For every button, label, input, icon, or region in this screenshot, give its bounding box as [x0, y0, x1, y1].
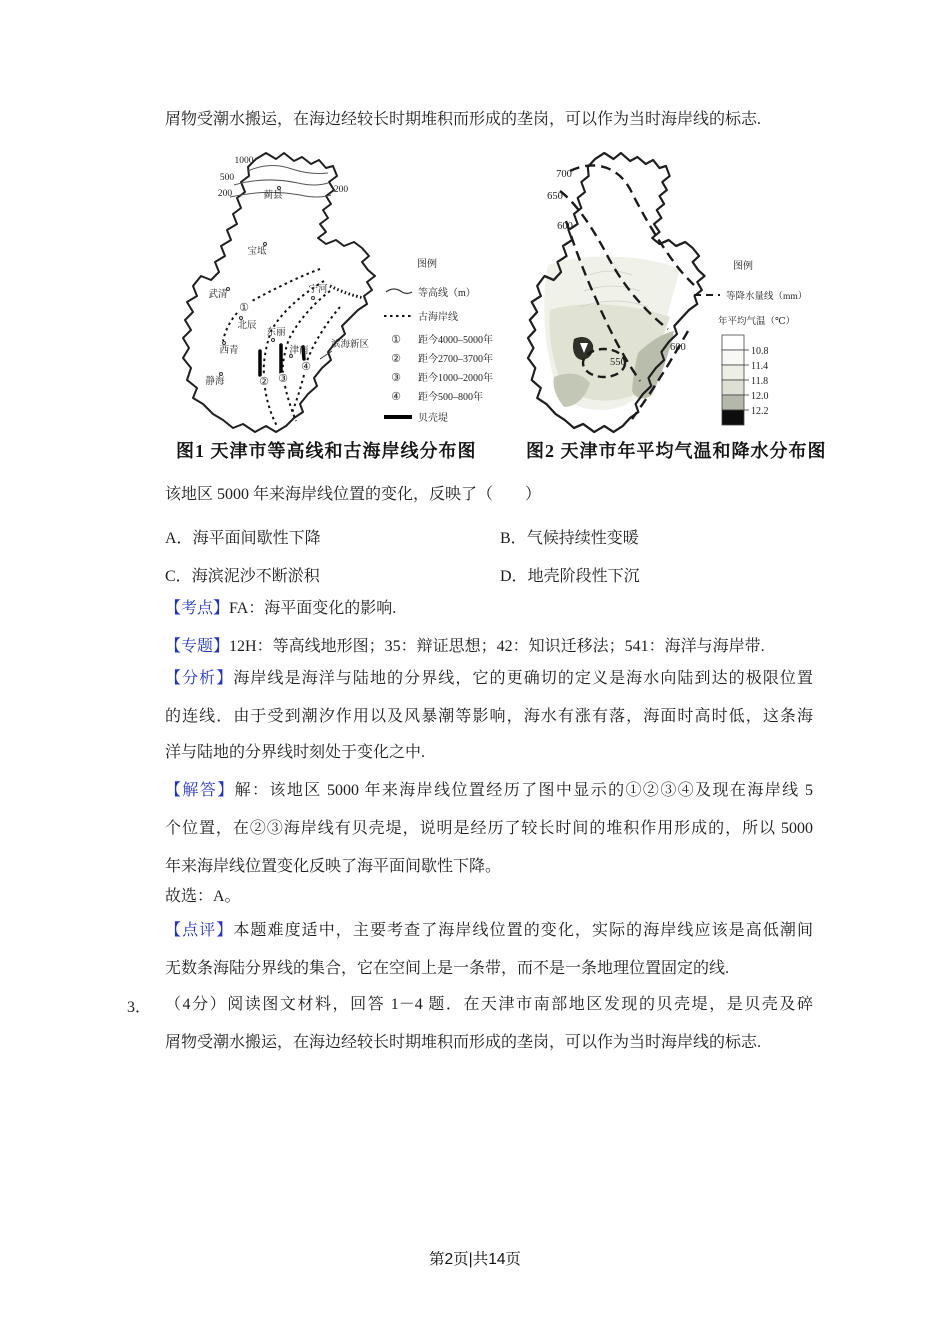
figure2-caption: 图2 天津市年平均气温和降水分布图 [526, 441, 827, 461]
coast-bead-hatch [330, 286, 364, 298]
dianping-tag: 【点评】 [165, 922, 234, 939]
contour-label-200-left: 200 [217, 189, 233, 199]
temperature-scale [722, 335, 749, 425]
temp-scale-10-8: 10.8 [751, 346, 769, 357]
intro-line: 屑物受潮水搬运，在海边经较长时期堆积而形成的垄岗，可以作为当时海岸线的标志. [165, 111, 762, 128]
option-b-text: 气候持续性变暖 [526, 530, 639, 547]
legend1-title: 图例 [417, 259, 437, 270]
place-baodi: 宝坻 [247, 247, 267, 257]
legend2-title: 图例 [733, 261, 753, 272]
option-c-text: 海滨泥沙不断淤积 [191, 568, 320, 585]
page-footer: 第2页|共14页 [429, 1251, 521, 1268]
question3-line-1: （4分）阅读图文材料，回答 1－4 题．在天津市南部地区发现的贝壳堤，是贝壳及碎 [165, 996, 813, 1013]
place-jinghai: 静海 [205, 377, 225, 387]
legend1-num-1: ① [391, 334, 401, 346]
fenxi-text-1: 海岸线是海洋与陆地的分界线，它的更确切的定义是海水向陆到达的极限位置 [233, 670, 813, 687]
marker-2: ② [259, 376, 269, 388]
option-c [165, 563, 320, 586]
legend1-row-4: 距今500–800年 [418, 392, 483, 403]
option-d-text: 地壳阶段性下沉 [527, 568, 640, 585]
jieda-line-1 [165, 780, 813, 801]
legend1-row-1: 距今4000–5000年 [418, 335, 493, 346]
option-d [500, 563, 640, 586]
isohyet-650: 650 [547, 191, 563, 202]
question-stem: 该地区 5000 年来海岸线位置的变化，反映了（ ） [165, 486, 542, 503]
contour-label-1000: 1000 [234, 156, 254, 166]
place-binhai: 滨海新区 [330, 340, 370, 350]
jieda-tag: 【解答】 [165, 782, 235, 799]
marker-1: ① [239, 302, 249, 314]
isohyet-550: 550 [610, 357, 626, 368]
legend1-num-4: ④ [391, 391, 401, 403]
figure1-map [170, 145, 565, 437]
contour-label-500: 500 [219, 173, 235, 183]
jieda-answer-line: 故选：A。 [165, 888, 241, 905]
legend2-temp: 年平均气温（℃） [718, 317, 796, 327]
place-xiqing: 西青 [219, 346, 239, 356]
option-b-key: B． [500, 530, 527, 547]
jieda-line-3: 年来海岸线位置变化反映了海平面间歇性下降。 [165, 858, 502, 875]
kaodian-line [165, 598, 813, 619]
contour-symbol [386, 289, 412, 294]
question3-line-2: 屑物受潮水搬运，在海边经较长时期堆积而形成的垄岗，可以作为当时海岸线的标志. [165, 1034, 762, 1051]
legend1-row-2: 距今2700–3700年 [418, 354, 493, 365]
figure1-caption: 图1 天津市等高线和古海岸线分布图 [176, 441, 477, 461]
isohyet-700: 700 [556, 169, 572, 180]
temp-scale-12-2: 12.2 [751, 406, 769, 417]
legend1-ancient: 古海岸线 [418, 312, 458, 323]
legend1-num-2: ② [391, 353, 401, 365]
isohyet-600-right: 600 [670, 342, 686, 353]
temp-scale-11-8: 11.8 [751, 376, 769, 387]
place-beichen: 北辰 [237, 321, 257, 331]
jieda-line-2: 个位置，在②③海岸线有贝壳堤，说明是经历了较长时间的堆积作用形成的，所以 5000 [165, 820, 813, 837]
option-c-key: C． [165, 568, 192, 585]
zhuanti-line [165, 636, 813, 657]
legend1-contour: 等高线（m） [418, 288, 476, 299]
marker-3: ③ [278, 373, 288, 385]
place-jinnan: 津南 [289, 346, 309, 356]
jieda-text-1: 解：该地区 5000 年来海岸线位置经历了图中显示的①②③④及现在海岸线 5 [234, 782, 813, 799]
zhuanti-text: 12H：等高线地形图；35：辩证思想；42：知识迁移法；541：海洋与海岸带. [229, 638, 765, 655]
temp-scale-12-0: 12.0 [751, 391, 769, 402]
figure2-map [520, 145, 850, 437]
place-wuqing: 武清 [208, 290, 228, 300]
dianping-line-1 [165, 920, 813, 941]
option-a-key: A． [165, 530, 193, 547]
fenxi-line-1 [165, 668, 813, 689]
isohyet-600-left: 600 [557, 221, 573, 232]
marker-4: ④ [301, 361, 311, 373]
place-ninghe: 宁河 [308, 285, 328, 295]
place-labels [205, 187, 369, 388]
figure2-legend [694, 259, 807, 425]
place-dongli: 东丽 [266, 328, 286, 338]
fenxi-tag: 【分析】 [165, 670, 234, 687]
dianping-text-1: 本题难度适中，主要考查了海岸线位置的变化，实际的海岸线应该是高低潮间 [233, 922, 813, 939]
legend1-num-3: ③ [391, 372, 401, 384]
kaodian-tag: 【考点】 [165, 600, 230, 617]
option-a-text: 海平面间歇性下降 [192, 530, 321, 547]
option-b [500, 525, 639, 548]
zhuanti-tag: 【专题】 [165, 638, 230, 655]
legend1-row-3: 距今1000–2000年 [418, 373, 493, 384]
question3-number: 3． [127, 999, 152, 1016]
legend2-precip: 等降水量线（mm） [726, 292, 808, 302]
kaodian-text: FA：海平面变化的影响. [229, 600, 397, 617]
option-d-key: D． [500, 568, 528, 585]
coastline-number-markers [239, 302, 312, 389]
fenxi-line-2: 的连线．由于受到潮汐作用以及风暴潮等影响，海水有涨有落，海面时高时低，这条海 [165, 708, 813, 725]
temp-scale-11-4: 11.4 [751, 361, 769, 372]
figure1-legend [384, 257, 493, 424]
contour-label-200-right: 200 [333, 185, 349, 195]
legend1-shell: 贝壳堤 [418, 413, 448, 424]
fenxi-line-3: 洋与陆地的分界线时刻处于变化之中. [165, 744, 426, 761]
dianping-line-2: 无数条海陆分界线的集合，它在空间上是一条带，而不是一条地理位置固定的线. [165, 960, 730, 977]
option-a [165, 525, 321, 548]
place-jixian: 蓟县 [263, 191, 283, 201]
